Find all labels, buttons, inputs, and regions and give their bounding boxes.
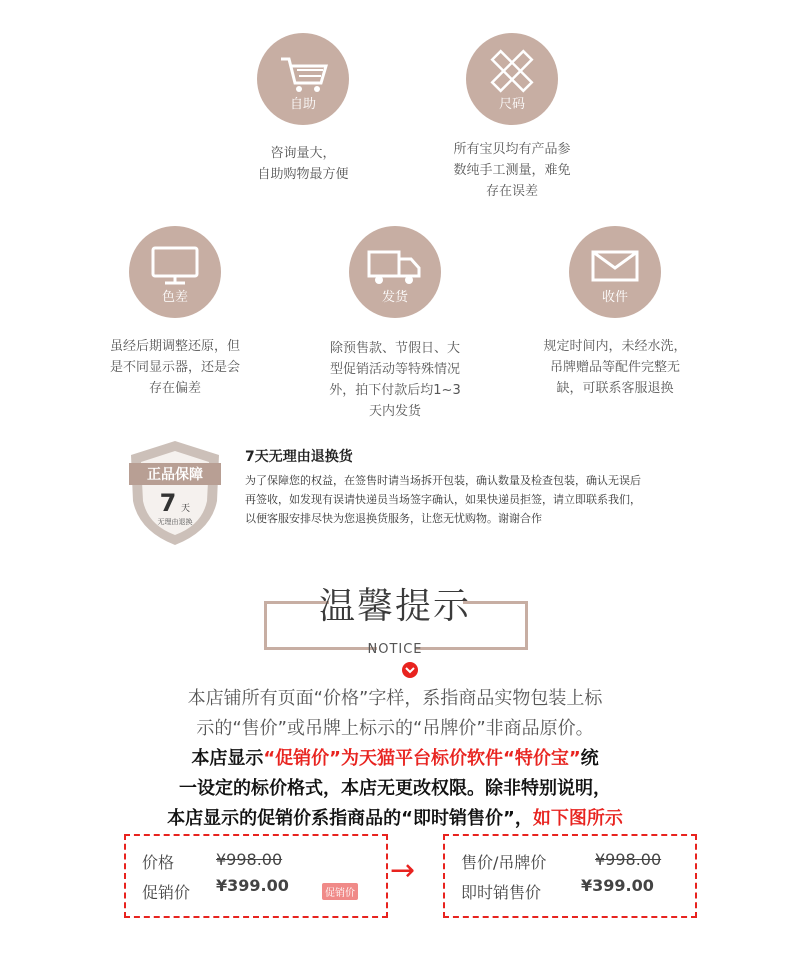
feature-description [85, 336, 265, 399]
notice-paragraph-2 [0, 744, 790, 834]
text-line: 缺，可联系客服退换 [556, 381, 674, 396]
text-segment: 本店显示的促销价系指商品的“即时销售价”， [167, 808, 533, 829]
text-line: 虽经后期调整还原，但 [109, 339, 240, 354]
feature-description [218, 143, 388, 185]
feature-label: 发货 [381, 290, 408, 305]
notice-paragraph-1 [0, 684, 790, 744]
text-line: 数纯手工测量，难免 [453, 163, 571, 178]
guarantee-title: 7天无理由退换货 [245, 449, 353, 465]
feature-circle-shipping [349, 226, 441, 318]
text-line: 一设定的标价格式，本店无更改权限。除非特别说明， [179, 778, 611, 799]
price-label: 价格 [142, 853, 175, 872]
promo-label: 促销价 [142, 883, 191, 902]
feature-label: 色差 [161, 290, 188, 305]
feature-description [525, 336, 705, 399]
arrow-right-icon: → [390, 853, 416, 888]
guarantee-shield-badge [125, 437, 225, 549]
promo-price: ¥399.00 [216, 876, 289, 895]
price-label: 售价/吊牌价 [461, 853, 547, 872]
badge-number: 7 [159, 489, 177, 517]
text-line: 自助购物最方便 [257, 167, 349, 182]
badge-unit: 天 [181, 504, 191, 514]
text-line: 规定时间内，未经水洗， [543, 339, 687, 354]
notice-title: 温馨提示 [318, 586, 471, 627]
feature-circle-receiving [569, 226, 661, 318]
text-line: 所有宝贝均有产品参 [453, 142, 571, 157]
feature-circle-color-difference [129, 226, 221, 318]
feature-circle-size [466, 33, 558, 125]
feature-circle-self-service [257, 33, 349, 125]
text-line: 存在偏差 [148, 381, 201, 396]
text-highlight: 如下图所示 [532, 808, 623, 829]
text-line: 再签收，如发现有误请快递员当场签字确认，如果快递员拒签，请立即联系我们， [245, 493, 641, 506]
original-price: ¥998.00 [595, 850, 662, 869]
text-line: 咨询量大， [270, 146, 336, 161]
original-price: ¥998.00 [216, 850, 283, 869]
text-line [0, 744, 790, 774]
text-line: 外，拍下付款后均1~3 [329, 383, 461, 398]
text-line: 以便客服安排尽快为您退换货服务，让您无忧购物。谢谢合作 [245, 512, 542, 525]
badge-small-text: 无理由退换 [157, 518, 193, 526]
price-box-right [443, 834, 697, 918]
promo-tag: 促销价 [322, 883, 358, 900]
text-line: 示的“售价”或吊牌上标示的“吊牌价”非商品原价。 [196, 718, 594, 739]
chevron-down-icon [402, 662, 418, 678]
text-line [0, 804, 790, 834]
feature-description [305, 338, 485, 422]
guarantee-description [245, 471, 641, 528]
text-line: 本店铺所有页面“价格”字样，系指商品实物包装上标 [187, 688, 603, 709]
instant-price: ¥399.00 [581, 876, 654, 895]
text-segment: 本店显示 [191, 748, 264, 769]
text-line: 除预售款、节假日、大 [329, 341, 460, 356]
feature-description [427, 139, 597, 202]
text-line: 存在误差 [485, 184, 538, 199]
notice-subtitle: NOTICE [367, 642, 423, 657]
text-line: 是不同显示器，还是会 [109, 360, 240, 375]
text-segment: 统 [580, 748, 599, 769]
text-line: 天内发货 [368, 404, 421, 419]
text-highlight: “促销价”为天猫平台标价软件“特价宝” [263, 748, 581, 769]
feature-label: 自助 [289, 97, 316, 112]
feature-label: 尺码 [498, 97, 525, 112]
text-line: 型促销活动等特殊情况 [329, 362, 460, 377]
text-line: 为了保障您的权益，在签售时请当场拆开包装，确认数量及检查包装，确认无误后 [245, 474, 641, 487]
text-line: 吊牌赠品等配件完整无 [549, 360, 680, 375]
badge-title: 正品保障 [147, 467, 203, 483]
price-box-left [124, 834, 388, 918]
instant-price-label: 即时销售价 [461, 883, 542, 902]
feature-label: 收件 [601, 290, 628, 305]
